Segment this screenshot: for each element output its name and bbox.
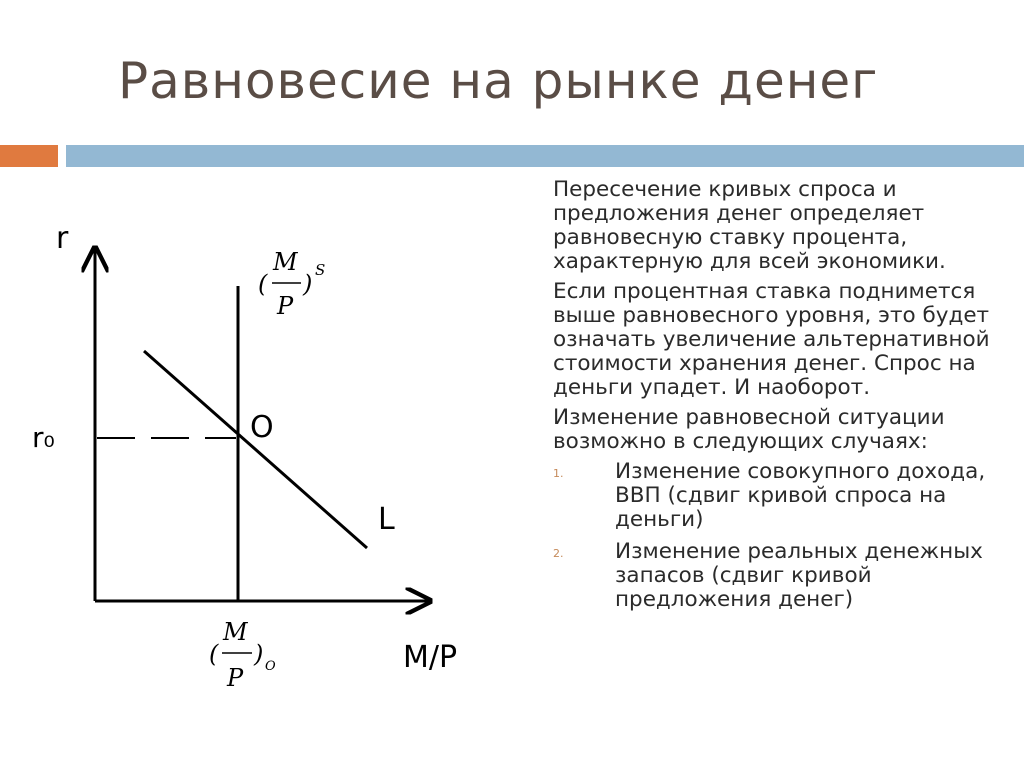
money-demand-line	[144, 351, 367, 548]
paragraph-cases: Изменение равновесной ситуации возможно в следующих случаях:	[553, 405, 945, 454]
paragraph-equilibrium: Пересечение кривых спроса и предложения денег определяет равновесную ставку процента, характерную для всей экономики.	[553, 177, 946, 274]
formula-denominator: P	[277, 292, 294, 320]
formula-close-paren: )	[254, 640, 264, 668]
formula-superscript: S	[315, 261, 326, 279]
supply-formula-bottom	[209, 618, 276, 692]
formula-denominator: P	[227, 664, 244, 692]
formula-close-paren: )	[303, 270, 313, 298]
accent-bar-blue	[66, 145, 1024, 167]
explanation-text	[553, 178, 1003, 620]
demand-curve-label: L	[378, 502, 395, 537]
list-number: 1.	[553, 467, 564, 480]
paragraph-rate-rise: Если процентная ставка поднимется выше равновесного уровня, это будет означать увеличение альтернативной стоимости хранения денег. Спрос на деньги упадет. И наоборот.	[553, 279, 990, 400]
list-item-label: Изменение реальных денежных запасов (сдвиг кривой предложения денег)	[615, 539, 983, 612]
formula-open-paren: (	[209, 640, 219, 668]
list-item-label: Изменение совокупного дохода, ВВП (сдвиг кривой спроса на деньги)	[615, 459, 986, 532]
x-axis-label: M/P	[403, 640, 458, 675]
r0-label: r₀	[32, 421, 55, 454]
money-market-diagram	[0, 180, 520, 700]
supply-formula-top	[258, 248, 325, 320]
formula-numerator: M	[273, 248, 298, 276]
cases-list	[553, 460, 1003, 612]
formula-numerator: M	[223, 618, 248, 646]
list-number: 2.	[553, 547, 564, 560]
y-axis-label: r	[56, 221, 69, 256]
formula-open-paren: (	[258, 270, 268, 298]
slide-title: Равновесие на рынке денег	[118, 52, 879, 110]
list-item	[553, 540, 1003, 612]
list-item	[553, 460, 1003, 532]
accent-bar-orange	[0, 145, 58, 167]
formula-subscript: O	[265, 659, 276, 674]
equilibrium-point-label: O	[250, 410, 274, 445]
